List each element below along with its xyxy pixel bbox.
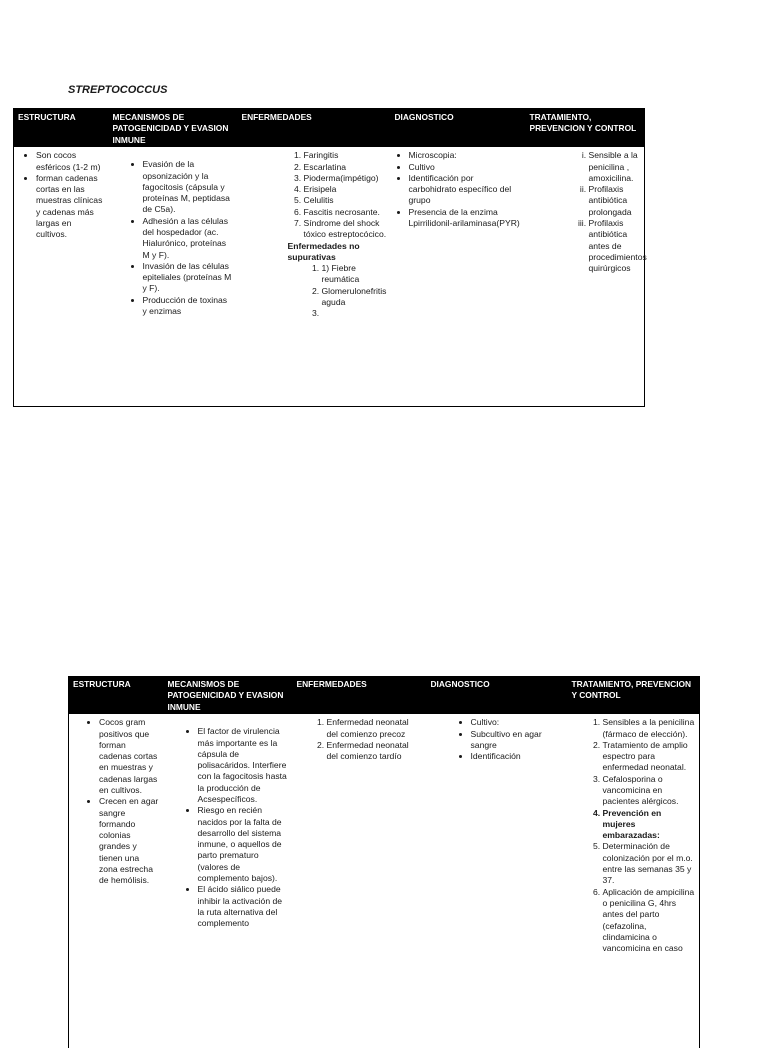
list-item: 6. Aplicación de ampicilina o penicilina G, 4hrs antes del parto (cefazolina, clindamicina o vancomicina en caso bbox=[603, 887, 696, 955]
list-item: 7. Síndrome del shock tóxico estreptocócico. bbox=[304, 218, 387, 241]
streptococcus-table-1 bbox=[13, 108, 645, 407]
list-item: 1. Sensibles a la penicilina (fármaco de elección). bbox=[603, 717, 696, 740]
cell-tratamiento bbox=[526, 147, 645, 407]
list-item: • Adhesión a las células del hospedador (ac. Hialurónico, proteínas M y F). bbox=[143, 216, 234, 261]
list-item: • El factor de virulencia más importante es la cápsula de polisacáridos. Interfiere con la fagocitosis hasta la producción de Acsespecíficos. bbox=[198, 726, 289, 805]
list-item: • Cocos gram positivos que forman cadenas cortas en muestras y cadenas largas en cultivos. bbox=[99, 717, 160, 796]
list-item: 5. Determinación de colonización por el m.o. entre las semanas 35 y 37. bbox=[603, 841, 696, 886]
list-item: 1. Enfermedad neonatal del comienzo precoz bbox=[327, 717, 423, 740]
list-item: • Identificación por carbohidrato específico del grupo bbox=[409, 173, 522, 207]
cell-estructura bbox=[69, 714, 164, 1048]
cell-mecanismos bbox=[109, 147, 238, 407]
cell-estructura bbox=[14, 147, 109, 407]
list-item: ii. Profilaxis antibiótica prolongada bbox=[589, 184, 641, 218]
cell-tratamiento bbox=[568, 714, 700, 1048]
list-item: 2. Escarlatina bbox=[304, 162, 387, 173]
list-item: 4. Prevención en mujeres embarazadas: bbox=[603, 808, 696, 842]
header-diagnostico: DIAGNOSTICO bbox=[391, 109, 526, 148]
list-item: • Producción de toxinas y enzimas bbox=[143, 295, 234, 318]
header-mecanismos: MECANISMOS DE PATOGENICIDAD Y EVASION INMUNE bbox=[164, 676, 293, 714]
no-supurativas-heading: Enfermedades no supurativas bbox=[287, 240, 360, 262]
list-item: 3. Pioderma(impétigo) bbox=[304, 173, 387, 184]
list-item: 3. Cefalosporina o vancomicina en pacientes alérgicos. bbox=[603, 774, 696, 808]
cell-enfermedades bbox=[293, 714, 427, 1048]
list-item: • Crecen en agar sangre formando colonias grandes y tienen una zona estrecha de hemólisis. bbox=[99, 796, 160, 886]
list-item: • Son cocos esféricos (1-2 m) bbox=[36, 150, 105, 173]
list-item bbox=[322, 308, 387, 319]
cell-diagnostico bbox=[391, 147, 526, 407]
header-estructura: ESTRUCTURA bbox=[69, 676, 164, 714]
list-item: 2. Glomerulonefritis aguda bbox=[322, 286, 387, 309]
list-item: 1. 1) Fiebre reumática bbox=[322, 263, 387, 286]
list-item: i. Sensible a la penicilina , amoxicilina. bbox=[589, 150, 641, 184]
list-item: • Cultivo: bbox=[471, 717, 564, 728]
cell-enfermedades bbox=[238, 147, 391, 407]
list-item: 5. Celulitis bbox=[304, 195, 387, 206]
list-item: 2. Tratamiento de amplio espectro para enfermedad neonatal. bbox=[603, 740, 696, 774]
list-item: 1. Faringitis bbox=[304, 150, 387, 161]
table-row bbox=[14, 147, 645, 407]
list-item: • Presencia de la enzima Lpirrilidonil-arilaminasa(PYR) bbox=[409, 207, 522, 230]
header-row bbox=[69, 676, 700, 714]
header-enfermedades: ENFERMEDADES bbox=[293, 676, 427, 714]
cell-diagnostico bbox=[427, 714, 568, 1048]
cell-mecanismos bbox=[164, 714, 293, 1048]
list-item: • Identificación bbox=[471, 751, 564, 762]
list-item: • Cultivo bbox=[409, 162, 522, 173]
table-row bbox=[69, 714, 700, 1048]
list-item: • Invasión de las células epiteliales (proteínas M y F). bbox=[143, 261, 234, 295]
header-row bbox=[14, 109, 645, 148]
document-title: STREPTOCOCCUS bbox=[68, 84, 168, 96]
header-mecanismos: MECANISMOS DE PATOGENICIDAD Y EVASION INMUNE bbox=[109, 109, 238, 148]
header-estructura: ESTRUCTURA bbox=[14, 109, 109, 148]
list-item: 6. Fascitis necrosante. bbox=[304, 207, 387, 218]
header-tratamiento: TRATAMIENTO, PREVENCION Y CONTROL bbox=[568, 676, 700, 714]
list-item: • El ácido siálico puede inhibir la activación de la ruta alternativa del complemento bbox=[198, 884, 289, 929]
header-diagnostico: DIAGNOSTICO bbox=[427, 676, 568, 714]
list-item: • Microscopia: bbox=[409, 150, 522, 161]
list-item: • Riesgo en recién nacidos por la falta de desarrollo del sistema inmune, o aquellos de parto prematuro (valores de complemento bajos). bbox=[198, 805, 289, 884]
header-tratamiento: TRATAMIENTO, PREVENCION Y CONTROL bbox=[526, 109, 645, 148]
list-item: • forman cadenas cortas en las muestras clínicas y cadenas más largas en cultivos. bbox=[36, 173, 105, 241]
list-item: 4. Erisipela bbox=[304, 184, 387, 195]
list-item: • Evasión de la opsonización y la fagocitosis (cápsula y proteínas M, peptidasa de C5a). bbox=[143, 159, 234, 215]
list-item: • Subcultivo en agar sangre bbox=[471, 729, 564, 752]
streptococcus-table-2 bbox=[68, 676, 700, 1048]
list-item: 2. Enfermedad neonatal del comienzo tardío bbox=[327, 740, 423, 763]
header-enfermedades: ENFERMEDADES bbox=[238, 109, 391, 148]
list-item: iii. Profilaxis antibiótica antes de procedimientos quirúrgicos bbox=[589, 218, 641, 274]
